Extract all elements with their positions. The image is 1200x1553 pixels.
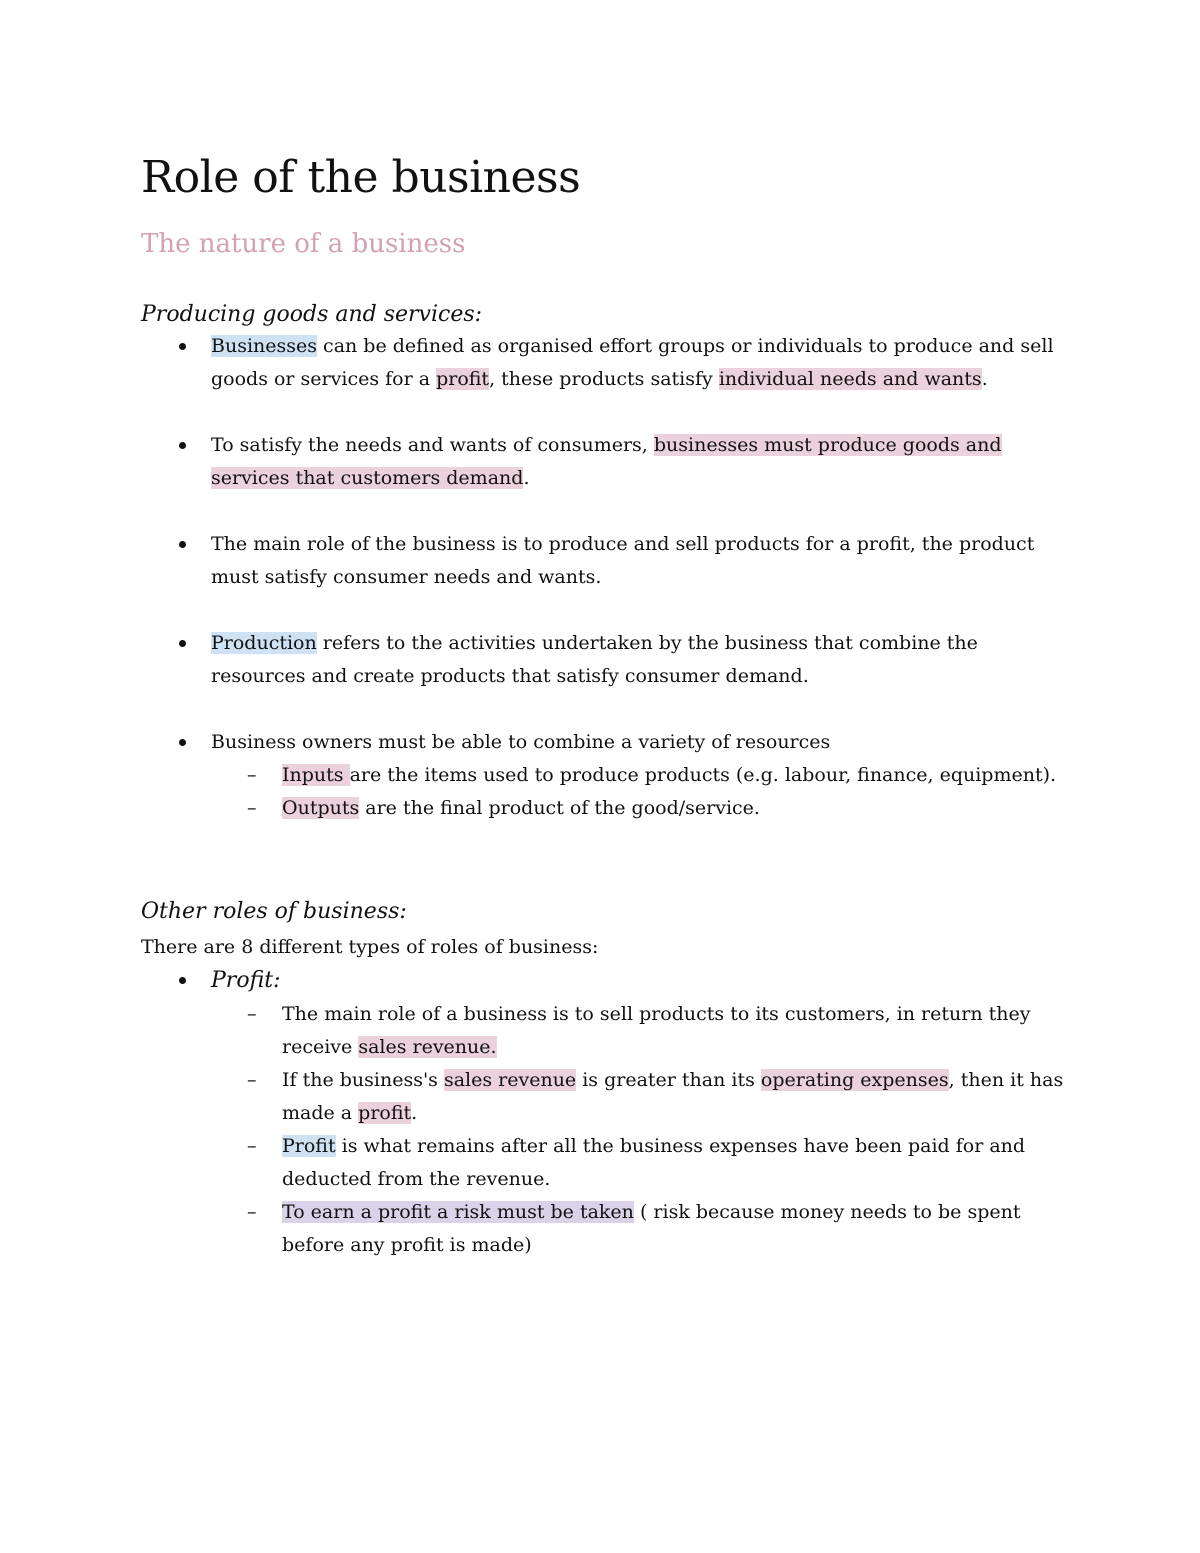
list-item xyxy=(141,429,1071,495)
sub-list-item xyxy=(211,1064,1071,1130)
bullet-list-producing xyxy=(141,330,1071,825)
sub-list-resources xyxy=(211,759,1071,825)
sub-list-item xyxy=(211,759,1071,792)
sub-list-item xyxy=(211,792,1071,825)
highlight-term: Profit xyxy=(282,1135,336,1157)
text-run: , then it has made a xyxy=(282,1069,1064,1124)
sub-list-item xyxy=(211,1196,1071,1262)
sub-list-item xyxy=(211,1130,1071,1196)
highlight-term: sales revenue xyxy=(443,1069,577,1091)
highlight-term: Outputs xyxy=(282,797,360,819)
text-run: , these products satisfy xyxy=(489,368,719,390)
section-intro: There are 8 different types of roles of business: xyxy=(141,936,599,958)
highlight-term: Businesses xyxy=(211,335,318,357)
highlight-term: businesses must produce goods and services that customers demand xyxy=(211,434,1002,489)
text-run: are the final product of the good/service. xyxy=(359,797,760,819)
highlight-term: operating expenses xyxy=(760,1069,949,1091)
sub-list-item xyxy=(211,998,1071,1064)
text-run: Business owners must be able to combine a variety of resources xyxy=(211,731,831,753)
text-run: is greater than its xyxy=(576,1069,761,1091)
highlight-term: sales revenue. xyxy=(358,1036,497,1058)
text-run: If the business's xyxy=(282,1069,444,1091)
highlight-term: profit xyxy=(358,1102,412,1124)
section-heading-producing: Producing goods and services: xyxy=(141,302,483,327)
highlight-term: Production xyxy=(211,632,317,654)
page-subtitle: The nature of a business xyxy=(141,229,466,259)
text-run: To satisfy the needs and wants of consumers, xyxy=(211,434,654,456)
bullet-label-profit: Profit: xyxy=(211,968,281,993)
text-run: . xyxy=(981,368,988,390)
list-item xyxy=(141,330,1071,396)
sub-list-profit xyxy=(211,998,1071,1262)
highlight-term: To earn a profit a risk must be taken xyxy=(282,1201,634,1223)
text-run: . xyxy=(411,1102,418,1124)
text-run: is what remains after all the business expenses have been paid for and deducted from the revenue. xyxy=(282,1135,1026,1190)
page-title: Role of the business xyxy=(141,152,581,203)
section-heading-other-roles: Other roles of business: xyxy=(141,899,407,924)
highlight-term: Inputs xyxy=(282,764,350,786)
list-item xyxy=(141,964,1071,1262)
text-run: can be defined as organised effort groups or individuals to produce and sell goods or services for a xyxy=(211,335,1054,390)
list-item xyxy=(141,528,1071,594)
text-run: . xyxy=(523,467,530,489)
text-run: The main role of a business is to sell products to its customers, in return they receive xyxy=(282,1003,1031,1058)
text-run: are the items used to produce products (e.g. labour, finance, equipment). xyxy=(349,764,1057,786)
highlight-term: individual needs and wants xyxy=(718,368,982,390)
highlight-term: profit xyxy=(436,368,490,390)
text-run: The main role of the business is to produce and sell products for a profit, the product must satisfy consumer needs and wants. xyxy=(211,533,1035,588)
text-run: ( risk because money needs to be spent before any profit is made) xyxy=(282,1201,1021,1256)
list-item xyxy=(141,726,1071,825)
document-body xyxy=(141,148,1071,1262)
text-run: refers to the activities undertaken by the business that combine the resources and create products that satisfy consumer demand. xyxy=(211,632,978,687)
list-item xyxy=(141,627,1071,693)
bullet-list-other-roles xyxy=(141,964,1071,1262)
